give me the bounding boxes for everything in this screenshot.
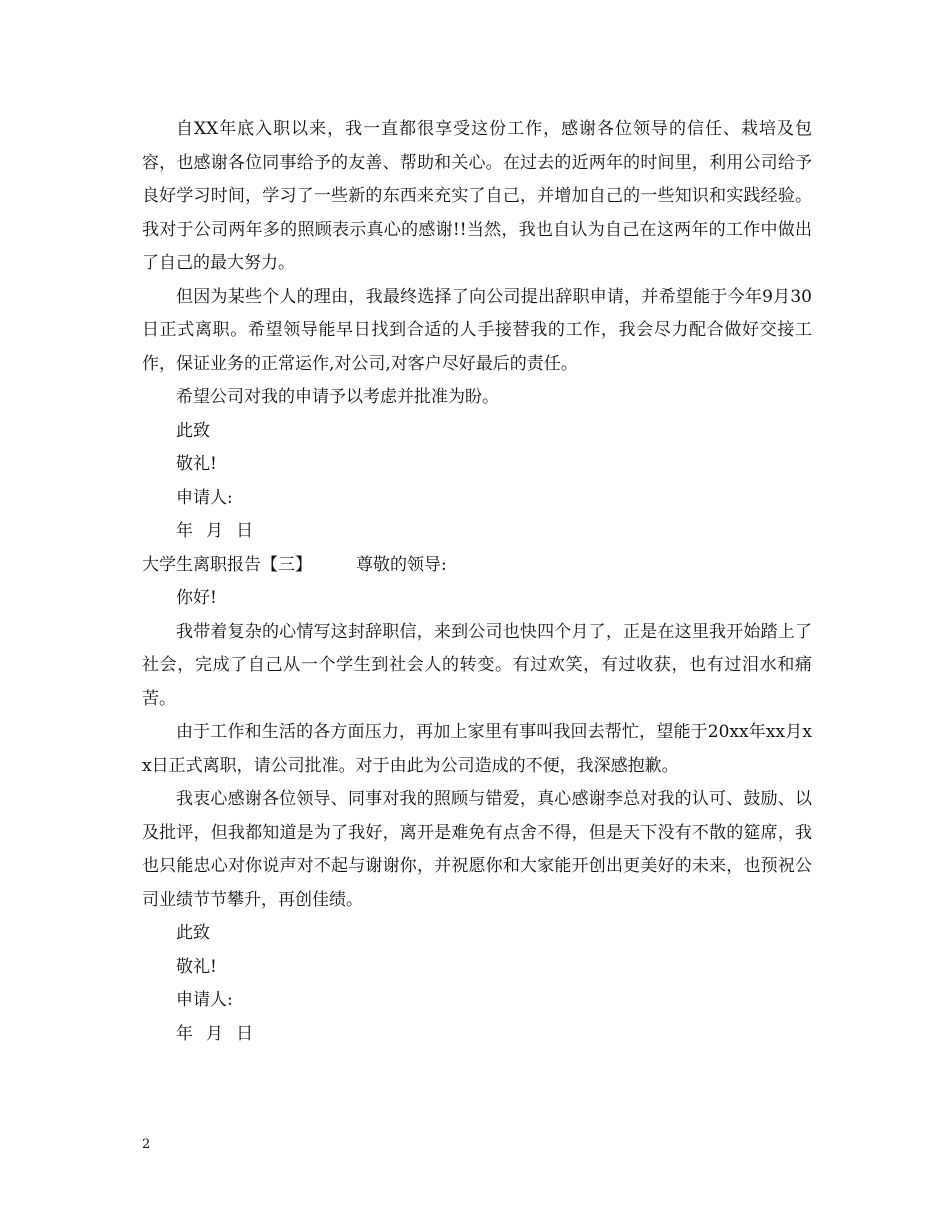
paragraph-request: 希望公司对我的申请予以考虑并批准为盼。 [176,387,499,407]
closing-jingli: 敬礼! [176,956,217,977]
closing-jingli: 敬礼! [176,454,217,474]
paragraph-reason: 由于工作和生活的各方面压力，再加上家里有事叫我回去帮忙，望能于20xx年xx月xx日正式离职，请公司批准。对于由此为公司造成的不便，我深感抱歉。 [142,722,812,776]
applicant-label: 申请人: [176,990,233,1010]
section-title: 大学生离职报告【三】 [142,554,312,575]
applicant-label: 申请人: [176,487,233,508]
section-heading [142,549,812,583]
section-greeting: 尊敬的领导: [356,554,447,575]
paragraph-resignation-reason: 但因为某些个人的理由，我最终选择了向公司提出辞职申请，并希望能于今年9月30日正式离职。希望领导能早日找到合适的人手接替我的工作，我会尽力配合做好交接工作，保证业务的正常运作,对公司,对客户尽好最后的责任。 [142,286,812,374]
closing-cizhi: 此致 [176,420,210,441]
page-number: 2 [142,1137,151,1152]
greeting-hello: 你好! [176,588,217,608]
paragraph-intro: 自XX年底入职以来，我一直都很享受这份工作，感谢各位领导的信任、栽培及包容，也感谢各位同事给予的友善、帮助和关心。在过去的近两年的时间里，利用公司给予良好学习时间，学习了一些新的东西来充实了自己，并增加自己的一些知识和实践经验。我对于公司两年多的照顾表示真心的感谢!!当然，我也自认为自己在这两年的工作中做出了自己的最大努力。 [142,119,812,273]
date-line: 年 月 日 [176,521,254,541]
paragraph-feelings: 我带着复杂的心情写这封辞职信，来到公司也快四个月了，正是在这里我开始踏上了社会，完成了自己从一个学生到社会人的转变。有过欢笑，有过收获，也有过泪水和痛苦。 [142,621,812,709]
date-line: 年 月 日 [176,1023,254,1044]
paragraph-thanks: 我衷心感谢各位领导、同事对我的照顾与错爱，真心感谢李总对我的认可、鼓励、以及批评，但我都知道是为了我好，离开是难免有点舍不得，但是天下没有不散的筵席，我也只能忠心对你说声对不起与谢谢你，并祝愿你和大家能开创出更美好的未来，也预祝公司业绩节节攀升，再创佳绩。 [142,789,812,910]
document-body [142,113,812,1051]
closing-cizhi: 此致 [176,923,210,943]
